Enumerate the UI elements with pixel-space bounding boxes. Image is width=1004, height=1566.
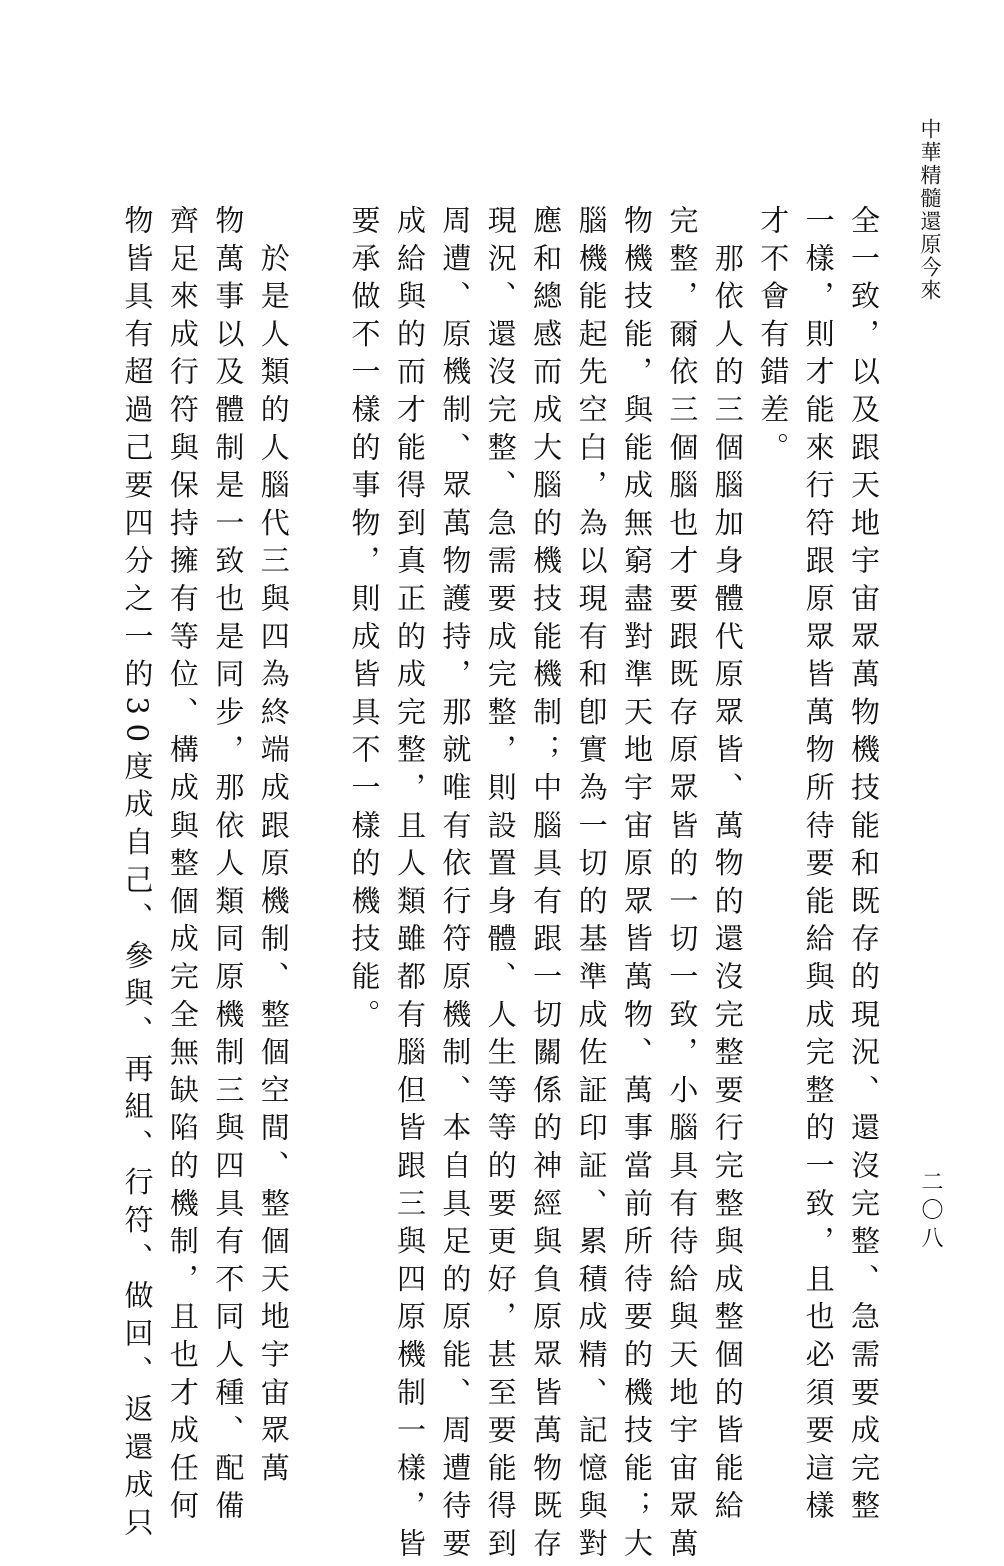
text-column: 那依人的三個腦加身體代原眾皆、萬物的還沒完整要行完整與成整個的皆能給: [710, 205, 745, 1528]
text-column: 現況、還沒完整、急需要成完整，則設置身體、人生等等的要更好，甚至要能得到: [483, 205, 518, 1566]
text-column: 成給與的而才能得到真正的成完整，且人類雖都有腦但皆跟三與四原機制一樣，皆: [392, 205, 427, 1566]
page-number: 二〇八: [918, 1170, 943, 1254]
text-column: 物機技能，與能成無窮盡對準天地宇宙原眾皆萬物、萬事當前所待要的機技能；大: [619, 205, 654, 1566]
text-column: 齊足來成行符與保持擁有等位、構成與整個成完全無缺陷的機制，且也才成任何: [165, 205, 200, 1528]
text-column: 要承做不一樣的事物，則成皆具不一樣的機技能。: [347, 205, 382, 1037]
text-column: 全一致，以及跟天地宇宙眾萬物機技能和既存的現況、還沒完整、急需要成完整: [847, 205, 881, 1528]
running-title: 中華精髓還原今來: [918, 118, 942, 302]
text-column: 周遭、原機制、眾萬物護持，那就唯有依行符原機制、本自具足的原能、周遭待要: [438, 205, 473, 1566]
text-column: 腦機能起先空白，為以現有和卽實為一切的基準成佐証印証、累積成精、記憶與對: [574, 205, 609, 1566]
text-column: 物皆具有超過己要四分之一的30度成自己、參與、再組、行符、做回、返還成只: [120, 205, 155, 1545]
text-column: 才不會有錯差。: [756, 205, 791, 470]
body-text: [120, 205, 886, 1566]
text-column: 應和總感而成大腦的機技能機制；中腦具有跟一切關係的神經與負原眾皆萬物既存: [529, 205, 564, 1566]
text-column: 於是人類的人腦代三與四為終端成跟原機制、整個空間、整個天地宇宙眾萬: [256, 205, 291, 1491]
paragraph-gap: [296, 205, 341, 1295]
text-column: 一樣，則才能來行符跟原眾皆萬物所待要能給與成完整的一致，且也必須要這樣: [801, 205, 836, 1528]
text-column: 完整，爾依三個腦也才要跟既存原眾皆的一切一致，小腦具有待給與天地宇宙眾萬: [665, 205, 700, 1566]
text-column: 物萬事以及體制是一致也是同步，那依人類同原機制三與四具有不同人種、配備: [211, 205, 246, 1528]
